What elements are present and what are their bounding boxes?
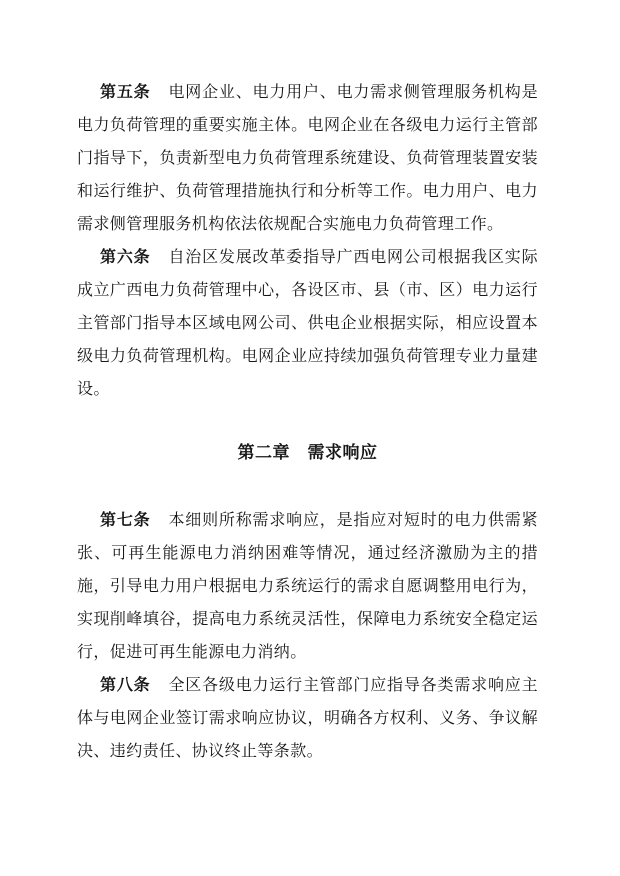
article-7-paragraph bbox=[77, 504, 538, 669]
chapter-heading: 第二章 需求响应 bbox=[237, 443, 378, 462]
article-6-text: 自治区发展改革委指导广西电网公司根据我区实际成立广西电力负荷管理中心，各设区市、县（市、区）电力运行主管部门指导本区域电网公司、供电企业根据实际，相应设置本级电力负荷管理机构。电网企业应持续加强负荷管理专业力量建设。 bbox=[77, 249, 538, 398]
article-7-number: 第七条 bbox=[100, 512, 151, 529]
article-8-paragraph bbox=[77, 669, 538, 768]
article-7-text: 本细则所称需求响应，是指应对短时的电力供需紧张、可再生能源电力消纳困难等情况，通过经济激励为主的措施，引导电力用户根据电力系统运行的需求自愿调整用电行为，实现削峰填谷，提高电力系统灵活性，保障电力系统安全稳定运行，促进可再生能源电力消纳。 bbox=[77, 512, 538, 661]
article-5-text: 电网企业、电力用户、电力需求侧管理服务机构是电力负荷管理的重要实施主体。电网企业在各级电力运行主管部门指导下，负责新型电力负荷管理系统建设、负荷管理装置安装和运行维护、负荷管理措施执行和分析等工作。电力用户、电力需求侧管理服务机构依法依规配合实施电力负荷管理工作。 bbox=[77, 84, 538, 233]
article-6-number: 第六条 bbox=[100, 249, 151, 266]
article-8-text: 全区各级电力运行主管部门应指导各类需求响应主体与电网企业签订需求响应协议，明确各方权利、义务、争议解决、违约责任、协议终止等条款。 bbox=[77, 677, 538, 760]
article-6-paragraph bbox=[77, 241, 538, 406]
article-5-paragraph bbox=[77, 76, 538, 241]
article-5-number: 第五条 bbox=[100, 84, 151, 101]
article-8-number: 第八条 bbox=[100, 677, 151, 694]
